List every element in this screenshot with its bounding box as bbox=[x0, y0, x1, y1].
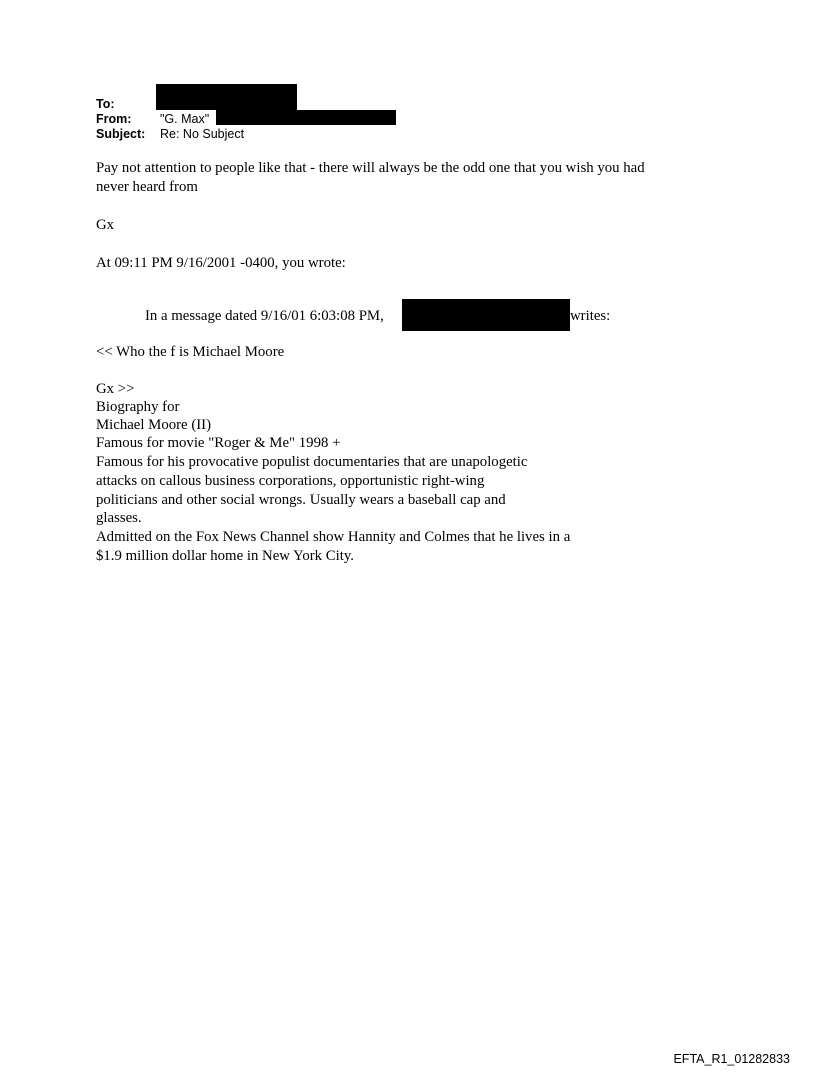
body-paragraph-line-2: never heard from bbox=[96, 179, 198, 195]
bio-line-6: politicians and other social wrongs. Usually wears a baseball cap and bbox=[96, 492, 506, 508]
bio-line-4: Famous for his provocative populist documentaries that are unapologetic bbox=[96, 454, 528, 470]
subject-label: Subject: bbox=[96, 127, 146, 141]
from-redaction bbox=[216, 110, 396, 125]
subject-row bbox=[96, 127, 244, 141]
from-label: From: bbox=[96, 112, 132, 126]
quoted-line-1: << Who the f is Michael Moore bbox=[96, 344, 285, 360]
to-redaction bbox=[156, 84, 297, 110]
reply-attribution: At 09:11 PM 9/16/2001 -0400, you wrote: bbox=[96, 255, 346, 271]
to-row bbox=[96, 97, 160, 111]
quote-suffix: writes: bbox=[570, 308, 611, 324]
quote-sender-redaction bbox=[402, 299, 570, 331]
quoted-line-2: Gx >> bbox=[96, 381, 135, 397]
document-id: EFTA_R1_01282833 bbox=[673, 1052, 790, 1066]
bio-line-5: attacks on callous business corporations, opportunistic right-wing bbox=[96, 473, 485, 489]
bio-line-7: glasses. bbox=[96, 510, 142, 526]
from-value: "G. Max" bbox=[160, 112, 210, 126]
bio-line-3: Famous for movie "Roger & Me" 1998 + bbox=[96, 435, 341, 451]
quote-prefix: In a message dated 9/16/01 6:03:08 PM, bbox=[145, 308, 384, 324]
subject-value: Re: No Subject bbox=[160, 127, 245, 141]
bio-line-2: Michael Moore (II) bbox=[96, 417, 212, 433]
body-paragraph-line-1: Pay not attention to people like that - there will always be the odd one that you wish you had bbox=[96, 160, 645, 176]
bio-line-1: Biography for bbox=[96, 399, 180, 415]
bio-line-8: Admitted on the Fox News Channel show Hannity and Colmes that he lives in a bbox=[96, 529, 571, 545]
bio-line-9: $1.9 million dollar home in New York City. bbox=[96, 548, 354, 564]
signature: Gx bbox=[96, 217, 115, 233]
to-label: To: bbox=[96, 97, 115, 111]
from-row bbox=[96, 112, 209, 126]
